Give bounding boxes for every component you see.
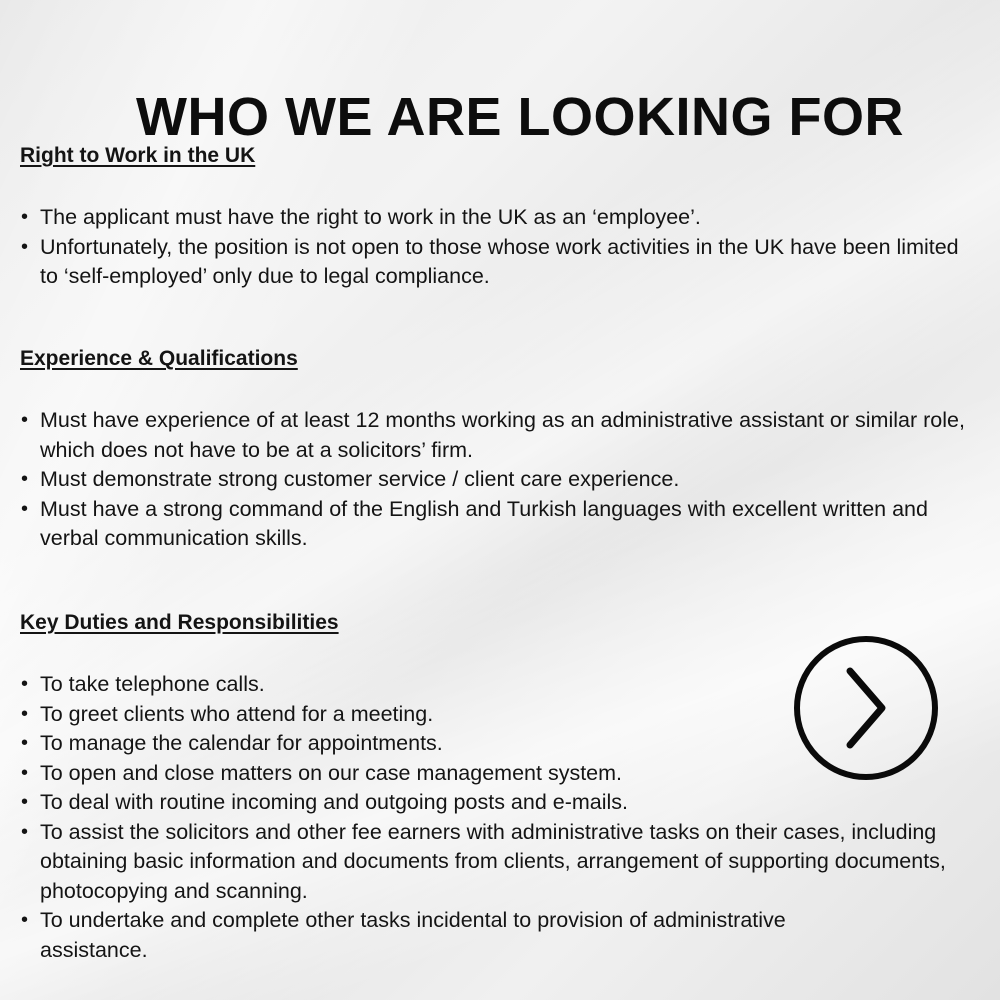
bullet-icon: • — [21, 791, 29, 813]
bullet-icon: • — [21, 761, 29, 784]
list-item-text: To deal with routine incoming and outgoing posts and e-mails. — [40, 790, 629, 814]
bullet-icon: • — [21, 409, 29, 431]
list-item-text: To assist the solicitors and other fee earners with administrative tasks on their cases, including obtaining basic information and documents from clients, arrangement of supporting documents, photocopying and scanning. — [40, 819, 946, 903]
list-item — [20, 495, 980, 554]
list-item — [20, 465, 980, 495]
section-heading: Key Duties and Responsibilities — [20, 611, 339, 634]
section-right-to-work — [20, 143, 980, 292]
section-experience-qualifications — [20, 346, 980, 554]
chevron-right-icon — [836, 663, 896, 753]
bullet-icon: • — [21, 235, 29, 258]
bullet-icon: • — [21, 820, 29, 843]
list-item — [20, 788, 980, 818]
bullet-list — [20, 406, 980, 554]
list-item-text: To manage the calendar for appointments. — [40, 731, 443, 755]
list-item-text: To undertake and complete other tasks incidental to provision of administrative assistance. — [40, 908, 786, 962]
list-item-text: To open and close matters on our case management system. — [40, 760, 623, 785]
list-item — [20, 818, 980, 907]
bullet-icon: • — [21, 732, 29, 754]
bullet-icon: • — [21, 468, 29, 490]
list-item-text: Unfortunately, the position is not open to those whose work activities in the UK have been limited to ‘self-employed’ only due to legal compliance. — [40, 234, 959, 288]
list-item — [20, 233, 980, 292]
list-item — [20, 906, 800, 965]
list-item-text: Must demonstrate strong customer service / client care experience. — [40, 467, 680, 491]
bullet-icon: • — [21, 673, 29, 695]
list-item-text: Must have a strong command of the English and Turkish languages with excellent written and verbal communication skills. — [40, 496, 928, 550]
list-item — [20, 203, 980, 233]
section-heading: Experience & Qualifications — [20, 347, 298, 370]
bullet-icon: • — [21, 206, 29, 228]
list-item-text: The applicant must have the right to work in the UK as an ‘employee’. — [40, 205, 701, 229]
list-item — [20, 406, 980, 465]
bullet-list — [20, 203, 980, 292]
list-item-text: To take telephone calls. — [40, 672, 265, 696]
next-button[interactable] — [794, 636, 938, 780]
list-item-text: To greet clients who attend for a meeting. — [40, 701, 434, 726]
bullet-icon: • — [21, 702, 29, 725]
bullet-icon: • — [21, 909, 29, 931]
bullet-icon: • — [21, 497, 29, 520]
page-title: WHO WE ARE LOOKING FOR — [136, 87, 904, 148]
section-heading: Right to Work in the UK — [20, 144, 256, 167]
list-item-text: Must have experience of at least 12 months working as an administrative assistant or similar role, which does not have to be at a solicitors’ firm. — [40, 408, 965, 462]
